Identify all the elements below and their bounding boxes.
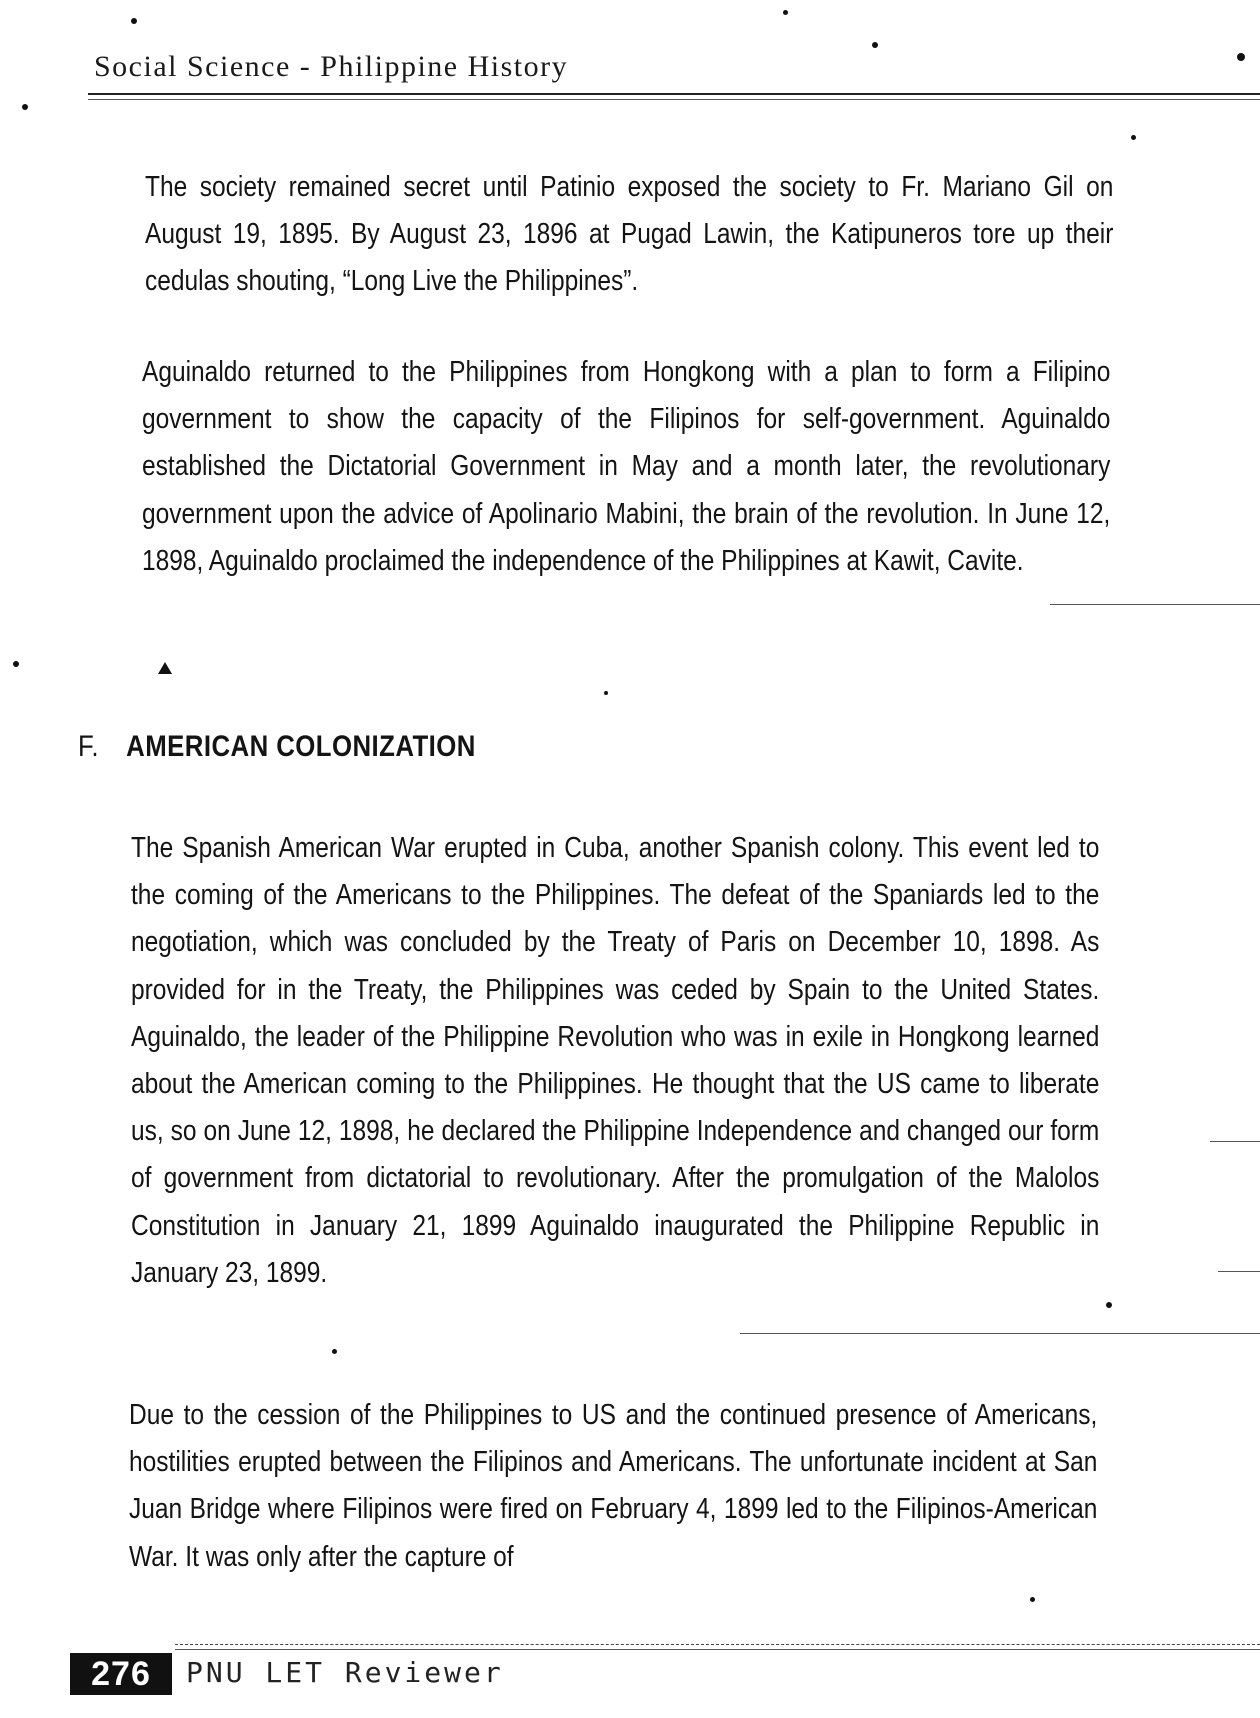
section-heading bbox=[78, 730, 476, 764]
margin-scan-line bbox=[1050, 604, 1260, 605]
header-rule-secondary bbox=[88, 99, 1260, 100]
paragraph-aguinaldo-return: Aguinaldo returned to the Philippines from Hongkong with a plan to form a Filipino government to show the capacity of the Filipinos for self-government. Aguinaldo established the Dictatorial Government in May and a month later, the revolutionary government upon the advice of Apolinario Mabini, the brain of the revolution. In June 12, 1898, Aguinaldo proclaimed the independence of the Philippines at Kawit, Cavite. bbox=[142, 356, 1111, 577]
scan-mark bbox=[158, 662, 172, 674]
scan-speck bbox=[22, 104, 28, 110]
scan-speck bbox=[13, 661, 19, 667]
footer-rule bbox=[175, 1644, 1260, 1645]
header-rule bbox=[88, 93, 1260, 95]
scan-speck bbox=[872, 42, 878, 48]
margin-scan-line bbox=[1210, 1141, 1260, 1142]
paragraph-filipino-american-war: Due to the cession of the Philippines to US and the continued presence of Americans, hostilities erupted between the Filipinos and Americans. The unfortunate incident at San Juan Bridge where Filipinos were fired on February 4, 1899 led to the Filipinos-American War. It was only after the capture of bbox=[129, 1399, 1098, 1573]
scan-speck bbox=[1106, 1302, 1112, 1308]
margin-scan-line bbox=[740, 1333, 1260, 1334]
running-header-title: Social Science - Philippine History bbox=[94, 50, 569, 83]
footer-rule-secondary bbox=[175, 1649, 1260, 1650]
scan-speck bbox=[1030, 1597, 1035, 1602]
section-title: AMERICAN COLONIZATION bbox=[126, 730, 476, 763]
scan-speck bbox=[332, 1349, 337, 1354]
paragraph-katipunan-secret: The society remained secret until Patinio exposed the society to Fr. Mariano Gil on August 19, 1895. By August 23, 1896 at Pugad Lawin, the Katipuneros tore up their cedulas shouting, “Long Live the Philippines”. bbox=[145, 171, 1114, 298]
scan-speck bbox=[604, 691, 608, 695]
margin-scan-line bbox=[1218, 1271, 1260, 1272]
page-number-badge: 276 bbox=[70, 1653, 172, 1695]
scan-speck bbox=[131, 18, 137, 24]
scan-speck bbox=[1131, 135, 1136, 140]
scan-speck bbox=[1237, 53, 1245, 61]
section-letter: F. bbox=[78, 730, 99, 763]
paragraph-spanish-american-war: The Spanish American War erupted in Cuba, another Spanish colony. This event led to the coming of the Americans to the Philippines. The defeat of the Spaniards led to the negotiation, which was concluded by the Treaty of Paris on December 10, 1898. As provided for in the Treaty, the Philippines was ceded by Spain to the United States. Aguinaldo, the leader of the Philippine Revolution who was in exile in Hongkong learned about the American coming to the Philippines. He thought that the US came to liberate us, so on June 12, 1898, he declared the Philippine Independence and changed our form of government from dictatorial to revolutionary. After the promulgation of the Malolos Constitution in January 21, 1899 Aguinaldo inaugurated the Philippine Republic in January 23, 1899. bbox=[131, 832, 1100, 1289]
scan-speck bbox=[783, 10, 788, 15]
footer-label: PNU LET Reviewer bbox=[186, 1656, 504, 1689]
